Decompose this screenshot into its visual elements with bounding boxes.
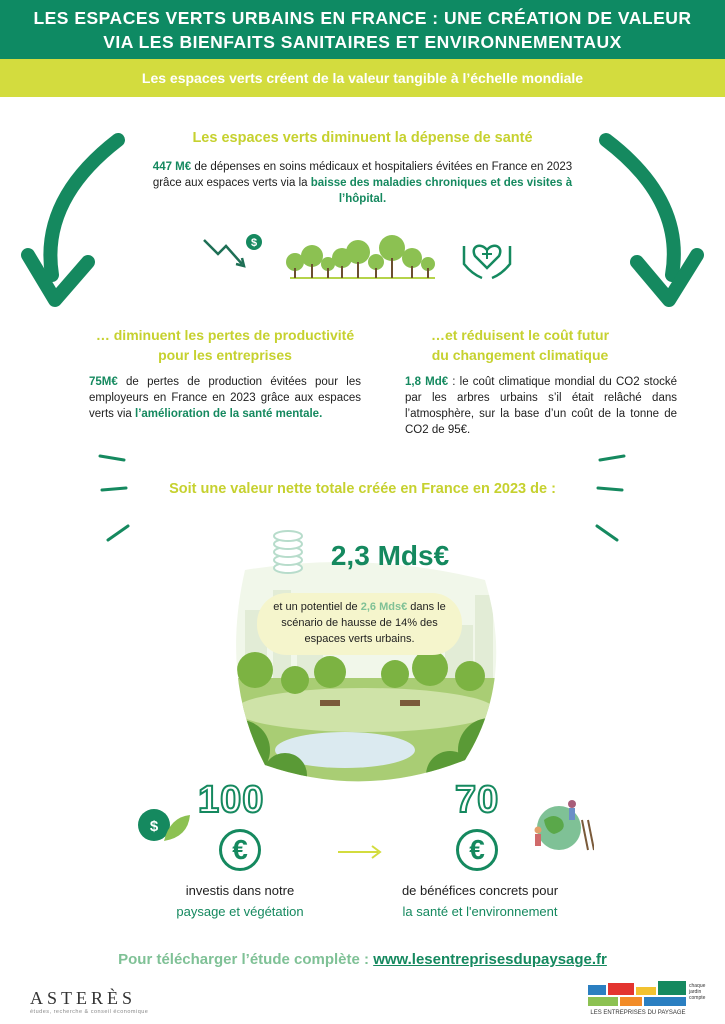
climate-title: …et réduisent le coût futur du changement climatique xyxy=(430,327,610,363)
health-title: Les espaces verts diminuent la dépense de santé xyxy=(192,130,533,146)
earth-people-icon xyxy=(524,790,594,860)
potential-value: 2,6 Mds€ xyxy=(360,601,408,613)
download-line: Pour télécharger l’étude complète : www.lesentreprisesdupaysage.fr xyxy=(118,951,607,968)
climate-amount: 1,8 Md€ xyxy=(405,376,449,388)
productivity-text: 75M€ de pertes de production évitées pour les employeurs en France en 2023 grâce aux espaces verts via l’amélioration de la santé mentale. xyxy=(89,376,361,420)
euro-icon: € xyxy=(219,829,261,871)
coins-stack-icon xyxy=(270,528,306,576)
asteres-tagline: études, recherche & conseil économique xyxy=(30,1009,149,1015)
header-line-2: VIA LES BIENFAITS SANITAIRES ET ENVIRONNEMENTAUX xyxy=(103,32,622,52)
subheader-banner: Les espaces verts créent de la valeur tangible à l’échelle mondiale xyxy=(0,59,725,97)
invest-number: 100 xyxy=(198,779,265,821)
svg-text:$: $ xyxy=(250,237,258,249)
trees-icon xyxy=(286,235,435,278)
study-link[interactable]: www.lesentreprisesdupaysage.fr xyxy=(373,951,607,968)
potential-text: et un potentiel de 2,6 Mds€ dans le scénario de hausse de 14% des espaces verts urbains. xyxy=(273,601,446,645)
ep-logo-name: LES ENTREPRISES DU PAYSAGE xyxy=(590,1010,686,1016)
ep-logo-mark xyxy=(588,981,688,1007)
hands-heart-icon xyxy=(464,246,510,278)
header-line-1: LES ESPACES VERTS URBAINS EN FRANCE : UNE CRÉATION DE VALEUR xyxy=(33,8,692,28)
declining-cost-icon xyxy=(204,234,262,266)
coin-leaf-icon xyxy=(136,803,192,849)
productivity-highlight: l’amélioration de la santé mentale. xyxy=(135,408,323,420)
benefit-label: de bénéfices concrets pour la santé et l'environnement xyxy=(401,883,559,919)
total-title: Soit une valeur nette totale créée en France en 2023 de : xyxy=(169,481,556,497)
productivity-amount: 75M€ xyxy=(89,376,118,388)
climate-text: 1,8 Md€ : le coût climatique mondial du CO2 stocké par les arbres urbains s’il était relâché dans l’atmosphère, sur la base d’un coût de la tonne de CO2 de 95€. xyxy=(405,376,677,436)
health-icons-row xyxy=(200,228,525,284)
health-text: 447 M€ de dépenses en soins médicaux et hospitaliers évitées en France en 2023 grâce aux espaces verts via la baisse des maladies chroniques et des visites à l’hôpital. xyxy=(152,161,573,205)
benefit-number: 70 xyxy=(455,779,500,821)
total-value: 2,3 Mds€ xyxy=(330,540,450,571)
invest-label: investis dans notre paysage et végétation xyxy=(176,883,304,919)
productivity-title: … diminuent les pertes de productivité pour les entreprises xyxy=(95,327,355,363)
health-highlight: baisse des maladies chroniques et des visites à l’hôpital. xyxy=(310,177,573,205)
health-amount: 447 M€ xyxy=(152,161,192,173)
ep-tagline: chaque jardin compte xyxy=(689,983,706,1001)
asteres-logo: ASTERÈS xyxy=(30,988,137,1008)
euro-icon: € xyxy=(456,829,498,871)
svg-text:$: $ xyxy=(149,818,159,835)
